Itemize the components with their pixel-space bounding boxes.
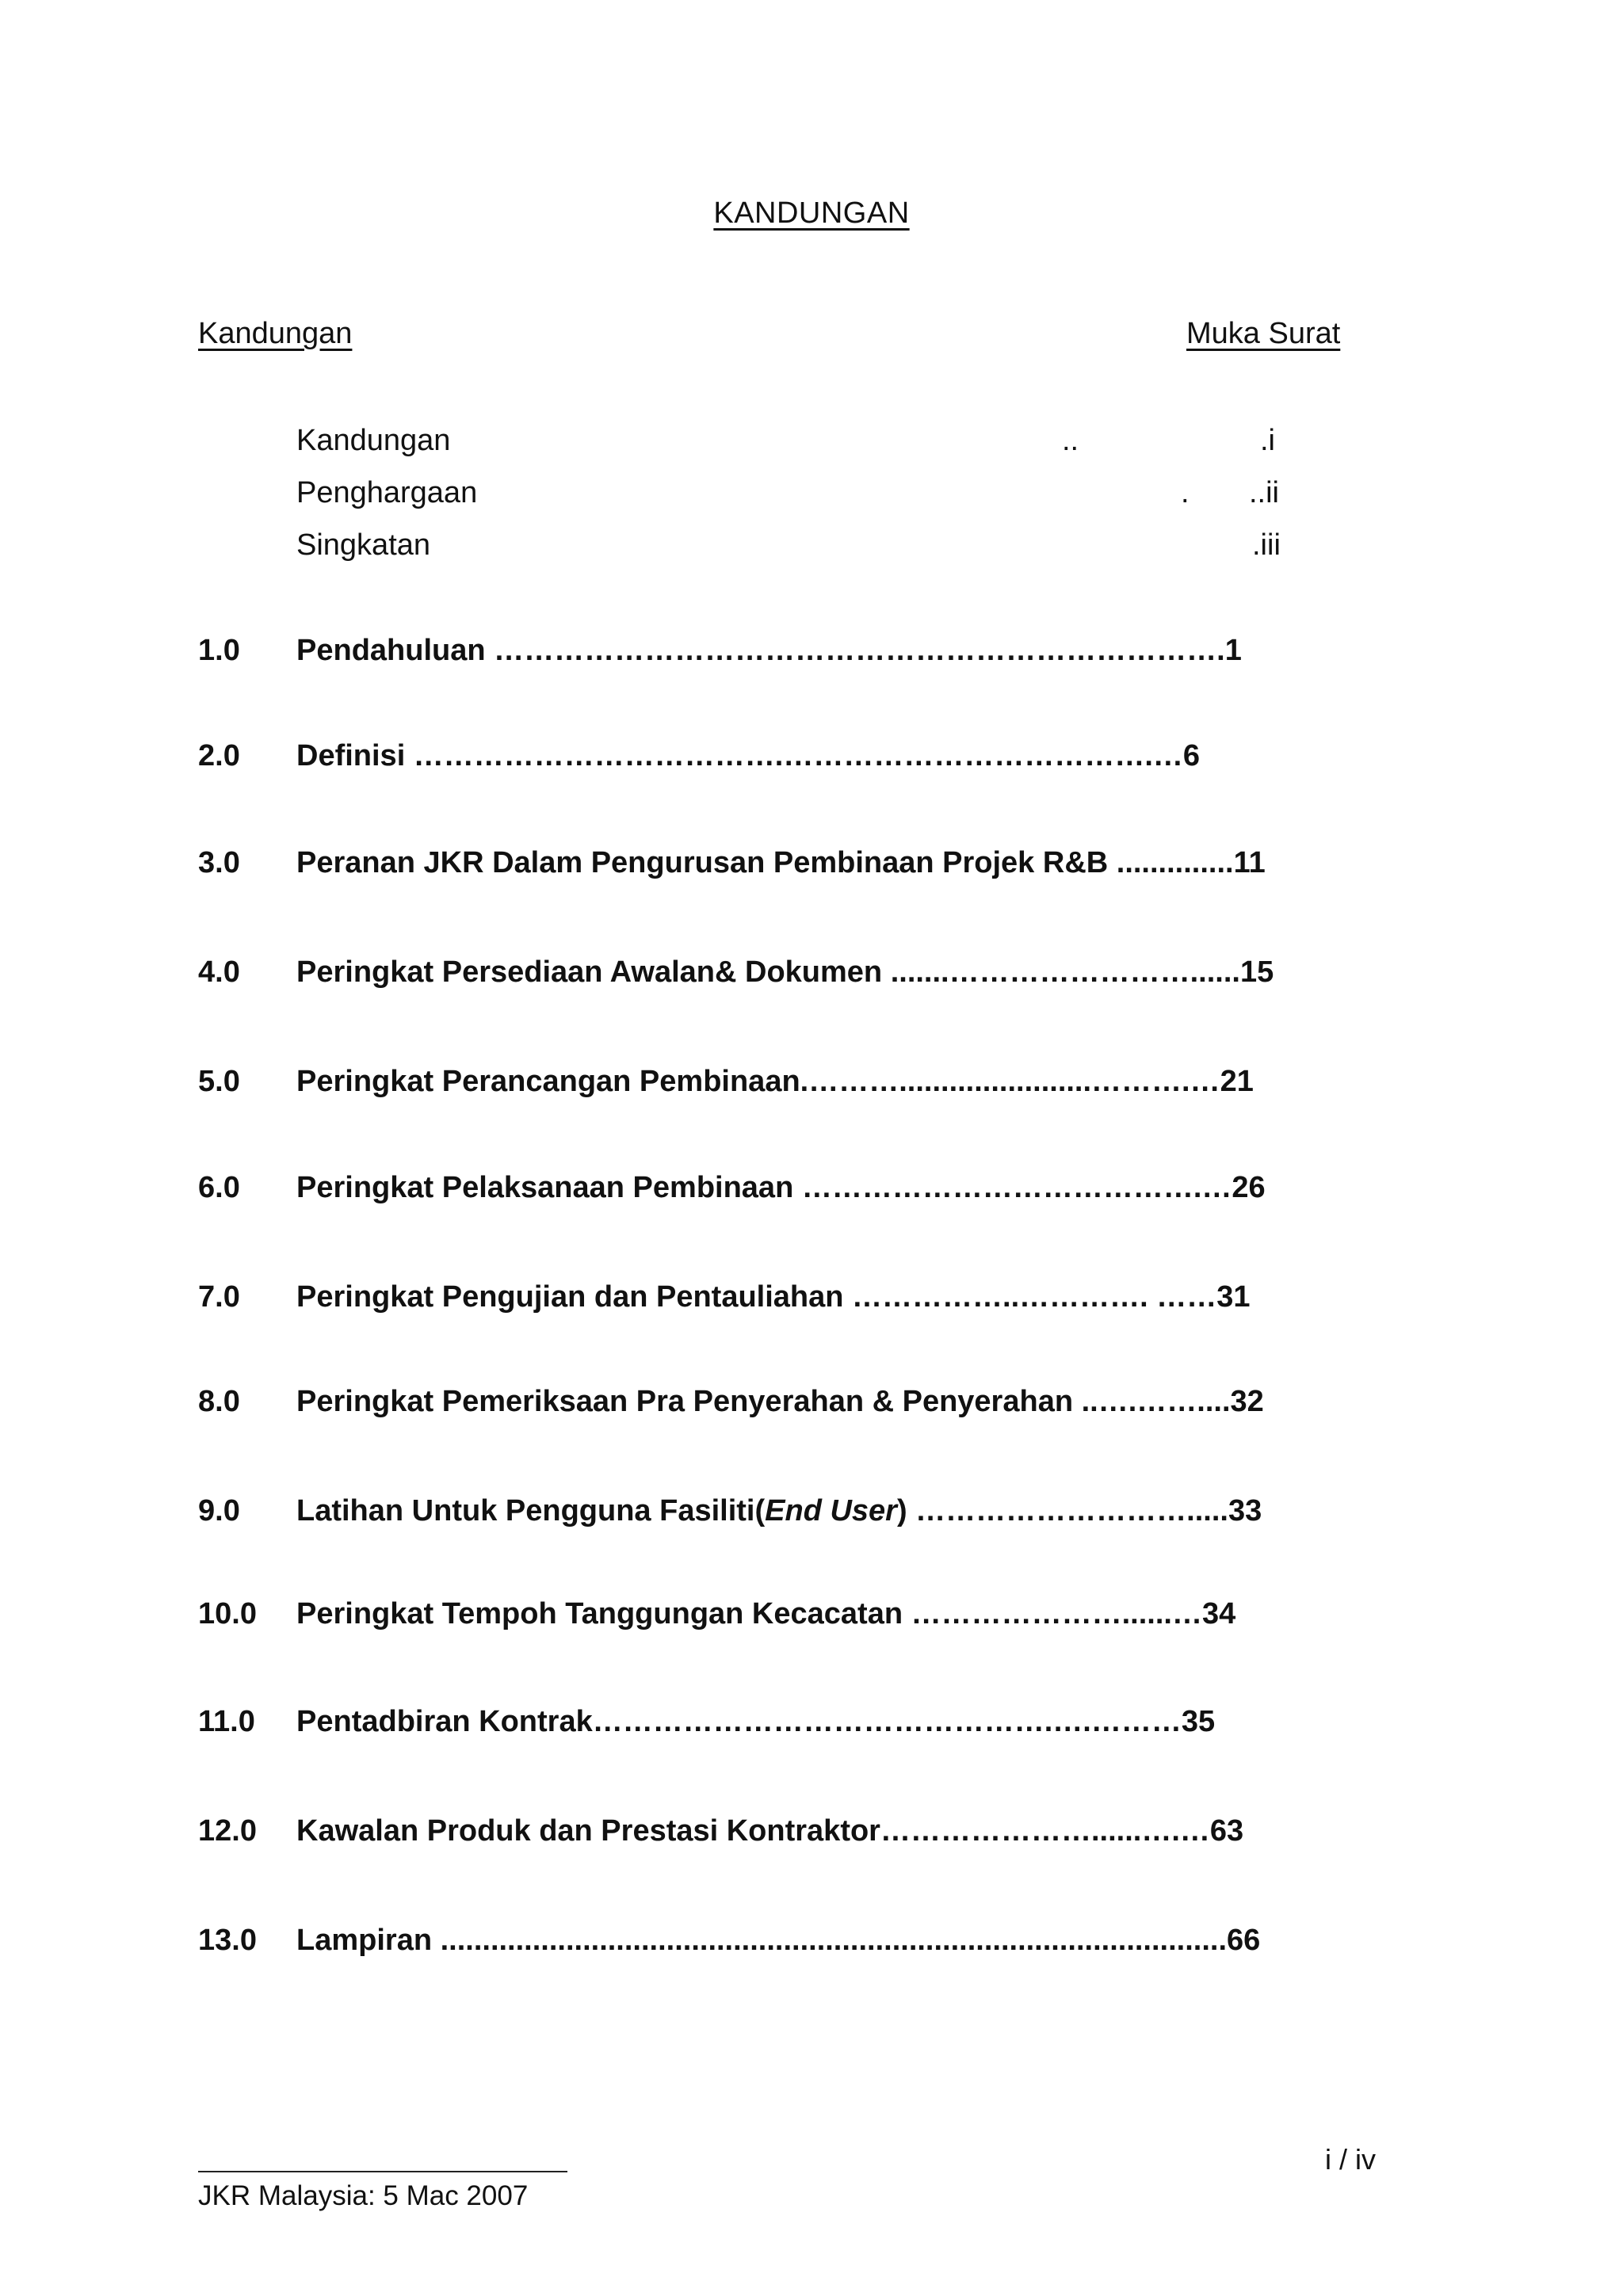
prelim-item-label: Penghargaan — [296, 476, 478, 509]
toc-number: 3.0 — [198, 846, 240, 879]
prelim-item-label: Kandungan — [296, 424, 451, 457]
toc-entry[interactable]: Peringkat Persediaan Awalan& Dokumen .......……………………......15 — [296, 955, 1274, 989]
toc-entry[interactable]: Kawalan Produk dan Prestasi Kontraktor…………………......….…63 — [296, 1814, 1244, 1848]
prelim-item-page: ..ii — [1249, 476, 1279, 509]
document-title: KANDUNGAN — [713, 196, 910, 230]
prelim-item-page: .iii — [1252, 528, 1281, 562]
prelim-item-label: Singkatan — [296, 528, 431, 562]
toc-entry[interactable]: Peringkat Perancangan Pembinaan.……….......................……….…21 — [296, 1065, 1254, 1098]
toc-entry-text: ) ……………………….....33 — [896, 1494, 1262, 1527]
prelim-item-dots: . — [1181, 476, 1190, 509]
toc-entry[interactable]: Pendahuluan ……………………………………………………………….1 — [296, 634, 1242, 667]
prelim-item-dots: .. — [1062, 424, 1079, 457]
toc-number: 9.0 — [198, 1494, 240, 1527]
toc-entry-text: Latihan Untuk Pengguna Fasiliti( — [296, 1494, 766, 1527]
toc-entry[interactable]: Lampiran ..............................................................................................66 — [296, 1924, 1261, 1957]
toc-entry-italic: End User — [765, 1494, 897, 1527]
toc-number: 13.0 — [198, 1924, 257, 1957]
toc-entry[interactable]: Pentadbiran Kontrak……………………………………….….………35 — [296, 1705, 1216, 1738]
toc-entry[interactable]: Peringkat Pengujian dan Pentauliahan ……………..…………. ……31 — [296, 1280, 1251, 1314]
toc-entry[interactable]: Definisi ……………………………….……………………………….…6 — [296, 739, 1201, 772]
toc-number: 4.0 — [198, 955, 240, 989]
toc-number: 10.0 — [198, 1597, 257, 1630]
contents-column-header: Kandungan — [198, 317, 353, 350]
page-column-header: Muka Surat — [1186, 317, 1341, 350]
toc-number: 5.0 — [198, 1065, 240, 1098]
toc-number: 2.0 — [198, 739, 240, 772]
toc-entry[interactable]: Peringkat Pemeriksaan Pra Penyerahan & Penyerahan ..….……....32 — [296, 1385, 1264, 1418]
prelim-item-page: .i — [1260, 424, 1275, 457]
toc-number: 7.0 — [198, 1280, 240, 1314]
toc-entry[interactable]: Peringkat Pelaksanaan Pembinaan ………………………………….…26 — [296, 1171, 1266, 1204]
toc-number: 1.0 — [198, 634, 240, 667]
footer-divider — [198, 2171, 567, 2172]
page-number: i / iv — [1325, 2143, 1377, 2176]
toc-entry[interactable]: Peringkat Tempoh Tanggungan Kecacatan …………………......…34 — [296, 1597, 1236, 1630]
toc-number: 6.0 — [198, 1171, 240, 1204]
toc-number: 8.0 — [198, 1385, 240, 1418]
toc-entry[interactable] — [296, 1494, 1262, 1528]
toc-number: 12.0 — [198, 1814, 257, 1848]
footer-text: JKR Malaysia: 5 Mac 2007 — [198, 2180, 529, 2211]
toc-entry[interactable]: Peranan JKR Dalam Pengurusan Pembinaan Projek R&B ..............11 — [296, 846, 1266, 879]
toc-number: 11.0 — [198, 1705, 255, 1738]
